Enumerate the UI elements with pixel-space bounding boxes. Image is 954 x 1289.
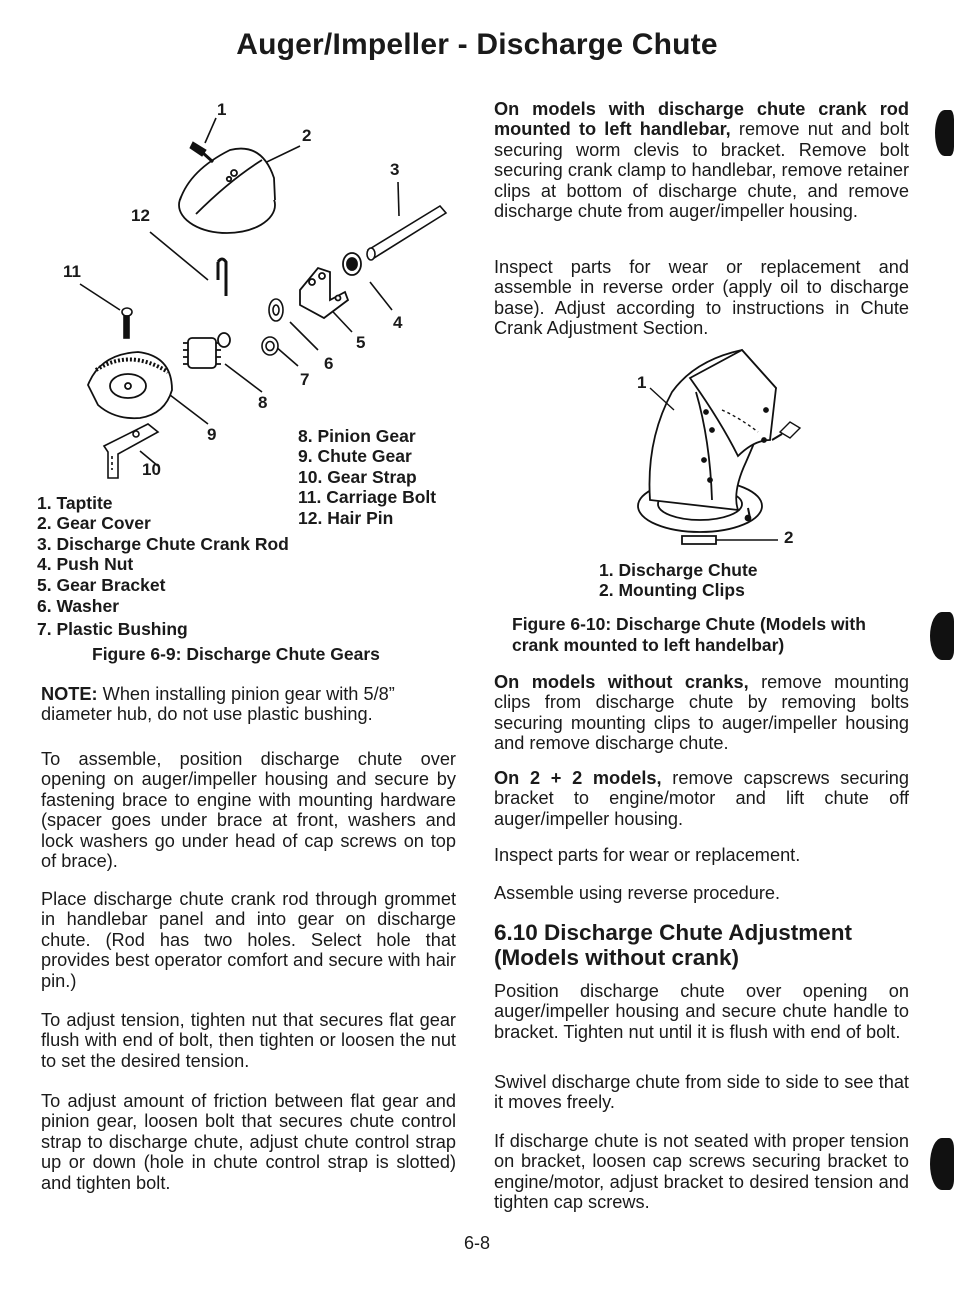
callout-7: 7 <box>300 370 310 389</box>
legend-item: 3. Discharge Chute Crank Rod <box>37 533 289 554</box>
callout-11: 11 <box>63 262 81 281</box>
callout-10: 10 <box>142 460 161 479</box>
callout-1: 1 <box>637 373 647 392</box>
friction-paragraph: To adjust amount of friction between flat gear and pinion gear, loosen bolt that secures chute control strap to discharge chute, adjust chute control strap up or down (hole in chute control strap is slotted) and tighten bolt. <box>41 1091 456 1193</box>
page-number: 6-8 <box>463 1233 490 1253</box>
two-plus-two-lead: On 2 + 2 models, <box>494 768 662 788</box>
crank-models-lead: On models with discharge chute crank rod mounted to left handlebar, <box>494 99 909 140</box>
assemble-paragraph: To assemble, position discharge chute over opening on auger/impeller housing and secure by fastening brace to engine with mounting hardware (spacer goes under brace at front, washers and lock washers go under head of cap screws on top of brace). <box>41 749 456 872</box>
two-plus-two-text: remove capscrews securing bracket to engine/motor and lift chute off auger/impeller housing. <box>494 768 909 829</box>
figure-6-9-caption: Figure 6-9: Discharge Chute Gears <box>92 644 380 664</box>
assemble-reverse-paragraph: Assemble using reverse procedure. <box>494 883 781 903</box>
callout-3: 3 <box>390 160 400 179</box>
callout-2: 2 <box>784 528 794 547</box>
callout-2: 2 <box>302 126 312 145</box>
swivel-paragraph: Swivel discharge chute from side to side to see that it moves freely. <box>494 1072 909 1113</box>
figure-6-10-legend <box>599 560 758 601</box>
legend-item: 9. Chute Gear <box>298 446 412 467</box>
inspect-assemble-paragraph: Inspect parts for wear or replacement and assemble in reverse order (apply oil to discharge base). Adjust according to instructions in Chute Crank Adjustment Section. <box>494 257 909 339</box>
binder-tab <box>935 110 954 156</box>
callout-1: 1 <box>217 100 227 119</box>
legend-item: 1. Discharge Chute <box>599 560 758 580</box>
legend-item: 7. Plastic Bushing <box>37 619 188 640</box>
legend-item: 8. Pinion Gear <box>298 426 416 446</box>
crank-rod-paragraph: Place discharge chute crank rod through grommet in handlebar panel and into gear on discharge chute. (Rod has two holes. Select hole that provides best operator comfort and secure with hair pin.) <box>41 889 456 991</box>
legend-item: 4. Push Nut <box>37 554 134 575</box>
legend-item: 6. Washer <box>37 596 120 617</box>
tension-bracket-paragraph: If discharge chute is not seated with proper tension on bracket, loosen cap screws securing bracket to engine/motor, adjust bracket to desired tension and tighten cap screws. <box>494 1131 909 1213</box>
legend-item: 10. Gear Strap <box>298 466 417 487</box>
position-chute-paragraph: Position discharge chute over opening on auger/impeller housing and secure chute handle to bracket. Tighten nut until it is flush with end of bolt. <box>494 981 909 1042</box>
figure-6-10-caption: Figure 6-10: Discharge Chute (Models with crank mounted to left handelbar) <box>512 614 866 655</box>
section-heading: 6.10 Discharge Chute Adjustment (Models without crank) <box>494 920 853 970</box>
callout-9: 9 <box>207 425 217 444</box>
legend-item: 2. Mounting Clips <box>599 580 745 601</box>
legend-item: 12. Hair Pin <box>298 507 394 528</box>
legend-item: 2. Gear Cover <box>37 513 151 534</box>
callout-12: 12 <box>131 206 150 225</box>
page-title: Auger/Impeller - Discharge Chute <box>236 28 718 61</box>
note-label: NOTE: <box>41 684 98 704</box>
no-crank-models-text: remove mounting clips from discharge chute by removing bolts securing mounting clips to auger/impeller housing and remove discharge chute. <box>494 672 909 754</box>
tension-paragraph: To adjust tension, tighten nut that secures flat gear flush with end of bolt, then tighten or loosen the nut to set the desired tension. <box>41 1010 456 1071</box>
legend-item: 1. Taptite <box>37 493 113 513</box>
legend-item: 11. Carriage Bolt <box>298 487 437 508</box>
legend-item: 5. Gear Bracket <box>37 574 166 595</box>
crank-models-text: remove nut and bolt securing worm clevis to bracket. Remove bolt securing crank clamp to handlebar, remove retainer clips at bottom of discharge chute, and remove discharge chute from auger/impeller housing. <box>494 119 910 222</box>
binder-tab <box>930 612 954 660</box>
no-crank-models-paragraph <box>494 672 909 754</box>
note-text: When installing pinion gear with 5/8” diameter hub, do not use plastic bushing. <box>41 684 395 725</box>
two-plus-two-paragraph <box>494 768 909 829</box>
callout-8: 8 <box>258 393 268 412</box>
callout-6: 6 <box>324 354 334 373</box>
callout-5: 5 <box>356 333 366 352</box>
callout-4: 4 <box>393 313 403 332</box>
binder-tab <box>930 1138 954 1190</box>
inspect-paragraph: Inspect parts for wear or replacement. <box>494 845 801 865</box>
no-crank-models-lead: On models without cranks, <box>494 672 749 692</box>
